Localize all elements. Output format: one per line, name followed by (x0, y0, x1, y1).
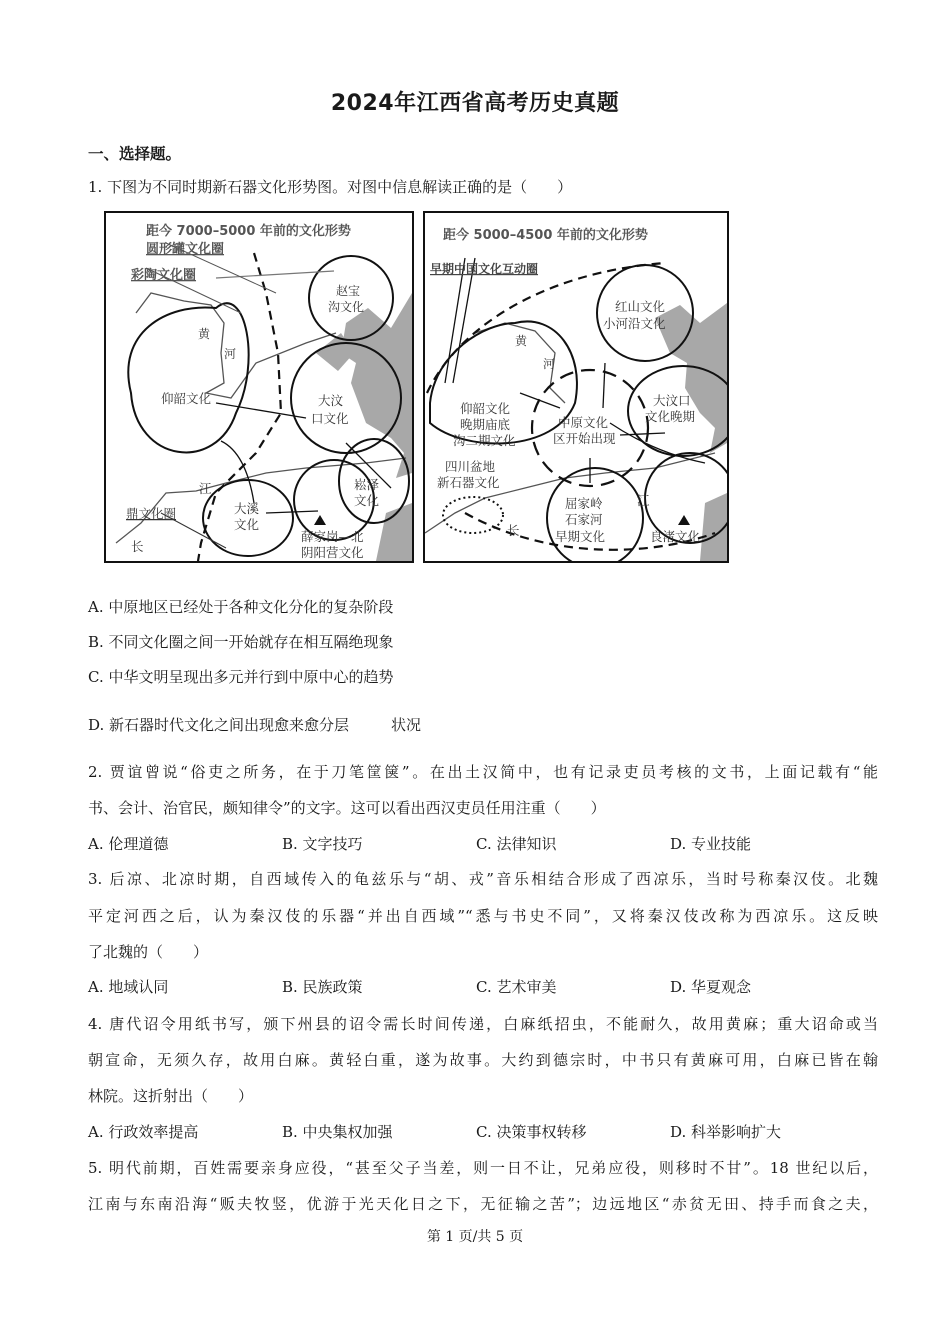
question-1-stem: 1. 下图为不同时期新石器文化形势图。对图中信息解读正确的是（ ） (88, 178, 573, 196)
question-3-stem-line-1: 3. 后凉、北凉时期，自西域传入的龟兹乐与“胡、戎”音乐相结合形成了西凉乐，当时号称秦汉伎。北魏 (88, 870, 878, 888)
map-left-drawing (106, 213, 412, 561)
question-3-options (88, 976, 878, 997)
svg-text:早期文化: 早期文化 (555, 529, 606, 544)
svg-text:中原文化: 中原文化 (558, 415, 609, 430)
svg-text:仰韶文化: 仰韶文化 (460, 401, 511, 416)
svg-text:彩陶文化圈: 彩陶文化圈 (131, 268, 197, 283)
svg-text:文化晚期: 文化晚期 (645, 409, 696, 424)
svg-text:区开始出现: 区开始出现 (553, 431, 616, 446)
svg-text:大溪: 大溪 (234, 501, 260, 516)
svg-text:红山文化: 红山文化 (615, 299, 666, 314)
question-1-option-b: B. 不同文化圈之间一开始就存在相互隔绝现象 (88, 633, 394, 651)
svg-text:沟二期文化: 沟二期文化 (453, 433, 516, 448)
question-3-stem-line-3: 了北魏的（ ） (88, 943, 209, 961)
question-4-stem-line-3: 林院。这折射出（ ） (88, 1087, 254, 1105)
question-4-option-b: B. 中央集权加强 (282, 1123, 393, 1141)
svg-text:早期中国文化互动圈: 早期中国文化互动圈 (430, 262, 539, 276)
svg-text:黄: 黄 (198, 327, 211, 341)
question-2-stem-line-1: 2. 贾谊曾说“俗吏之所务，在于刀笔筐箧”。在出土汉简中，也有记录吏员考核的文书，上面记载有“能 (88, 763, 878, 781)
svg-text:鼎文化圈: 鼎文化圈 (126, 506, 177, 521)
option-d-tail: 状况 (391, 716, 422, 734)
section-heading: 一、选择题。 (88, 145, 182, 163)
svg-text:江: 江 (637, 493, 650, 508)
svg-text:长: 长 (131, 539, 144, 554)
svg-text:小河沿文化: 小河沿文化 (603, 316, 666, 331)
question-3-option-c: C. 艺术审美 (476, 978, 557, 996)
option-d-text: D. 新石器时代文化之间出现愈来愈分层 (88, 716, 350, 734)
svg-text:阴阳营文化: 阴阳营文化 (301, 545, 364, 560)
svg-text:大汶口: 大汶口 (653, 393, 691, 408)
question-4-option-a: A. 行政效率提高 (88, 1123, 199, 1141)
question-5-stem-line-2: 江南与东南沿海“贩夫牧竖，优游于光天化日之下，无征输之苦”；边远地区“赤贫无田、持手而食之夫， (88, 1195, 878, 1213)
question-3-option-d: D. 华夏观念 (670, 978, 752, 996)
svg-text:大汶: 大汶 (318, 393, 344, 408)
svg-text:江: 江 (199, 481, 212, 496)
svg-text:距今 5000–4500 年前的文化形势: 距今 5000–4500 年前的文化形势 (443, 228, 648, 243)
question-4-stem-line-2: 朝宣命，无须久存，故用白麻。黄轻白重，遂为故事。大约到德宗时，中书只有黄麻可用，白麻已皆在翰 (88, 1051, 878, 1069)
svg-text:圆形罐文化圈: 圆形罐文化圈 (146, 242, 225, 257)
question-1-option-a: A. 中原地区已经处于各种文化分化的复杂阶段 (88, 598, 394, 616)
question-1-option-d (88, 714, 421, 735)
question-4-option-d: D. 科举影响扩大 (670, 1123, 782, 1141)
exam-title: 2024年江西省高考历史真题 (330, 91, 620, 116)
svg-text:黄: 黄 (515, 334, 528, 348)
svg-text:河: 河 (224, 347, 237, 361)
question-2-options (88, 833, 878, 854)
question-2-stem-line-2: 书、会计、治官民，颇知律令”的文字。这可以看出西汉吏员任用注重（ ） (88, 799, 606, 817)
svg-text:新石器文化: 新石器文化 (437, 475, 500, 490)
question-4-options (88, 1121, 878, 1142)
question-4-option-c: C. 决策事权转移 (476, 1123, 587, 1141)
page-footer: 第 1 页/共 5 页 (426, 1229, 524, 1245)
svg-text:文化: 文化 (234, 517, 260, 532)
question-5-stem-line-1: 5. 明代前期，百姓需要亲身应役，“甚至父子当差，则一日不让，兄弟应役，则移时不甘”。18 世纪以后， (88, 1159, 878, 1177)
svg-text:石家河: 石家河 (565, 512, 603, 527)
map-5000-4500 (423, 211, 729, 563)
question-2-option-a: A. 伦理道德 (88, 835, 169, 853)
svg-text:口文化: 口文化 (311, 411, 349, 426)
svg-text:仰韶文化: 仰韶文化 (161, 391, 212, 406)
map-right-drawing (425, 213, 727, 561)
svg-text:距今 7000–5000 年前的文化形势: 距今 7000–5000 年前的文化形势 (146, 224, 351, 239)
question-2-option-b: B. 文字技巧 (282, 835, 363, 853)
map-7000-5000 (104, 211, 414, 563)
svg-text:崧泽: 崧泽 (354, 477, 380, 492)
svg-text:河: 河 (543, 357, 556, 371)
question-3-option-b: B. 民族政策 (282, 978, 363, 996)
question-3-stem-line-2: 平定河西之后，认为秦汉伎的乐器“并出自西域”“悉与书史不同”，又将秦汉伎改称为西凉乐。这反映 (88, 907, 878, 925)
svg-text:薛家岗—北: 薛家岗—北 (301, 529, 364, 544)
svg-text:四川盆地: 四川盆地 (445, 459, 496, 474)
svg-text:屈家岭: 屈家岭 (565, 496, 603, 511)
question-4-stem-line-1: 4. 唐代诏令用纸书写，颁下州县的诏令需长时间传递，白麻纸招虫，不能耐久，故用黄麻；重大诏命或当 (88, 1015, 878, 1033)
svg-text:沟文化: 沟文化 (328, 300, 365, 314)
question-2-option-d: D. 专业技能 (670, 835, 752, 853)
svg-text:长: 长 (507, 523, 520, 538)
question-3-option-a: A. 地域认同 (88, 978, 169, 996)
svg-text:赵宝: 赵宝 (336, 284, 361, 298)
svg-text:良渚文化: 良渚文化 (650, 529, 701, 544)
svg-text:文化: 文化 (354, 493, 380, 508)
question-1-option-c: C. 中华文明呈现出多元并行到中原中心的趋势 (88, 668, 394, 686)
question-2-option-c: C. 法律知识 (476, 835, 557, 853)
svg-text:晚期庙底: 晚期庙底 (460, 417, 511, 432)
sea-area (341, 293, 412, 478)
